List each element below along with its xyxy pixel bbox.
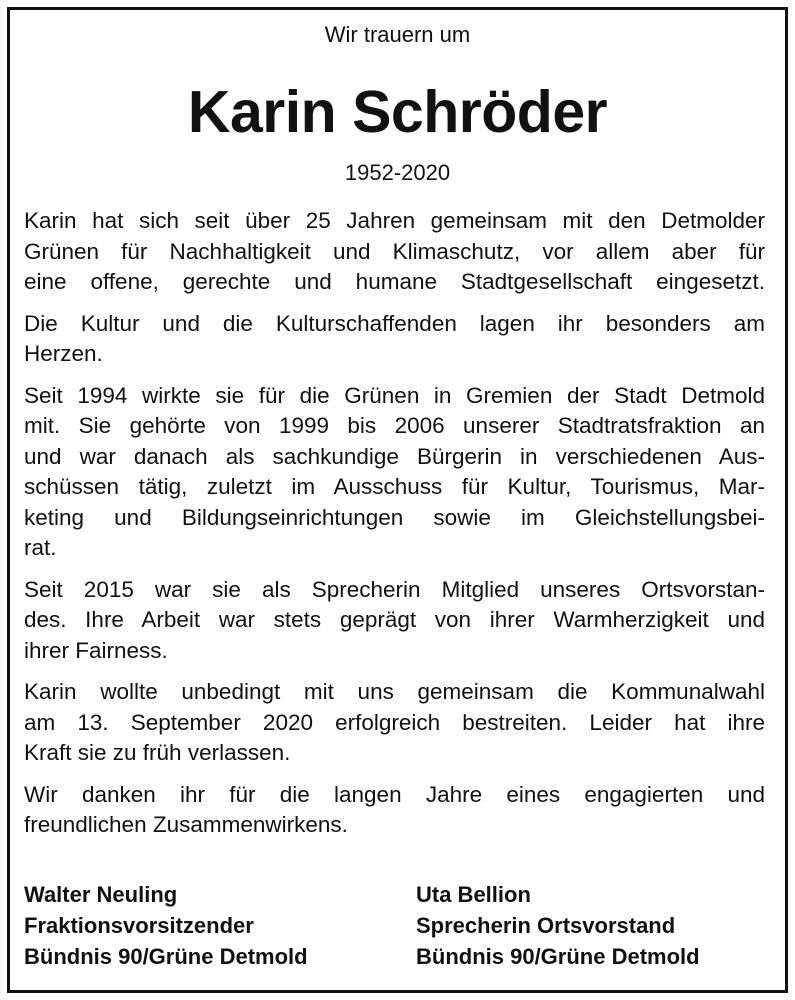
- text-line: am 13. September 2020 erfolgreich bestreiten. Leider hat ihre: [24, 709, 765, 735]
- paragraph: [24, 309, 765, 370]
- text-line: ihrer Fairness.: [24, 637, 168, 663]
- text-line: Herzen.: [24, 341, 103, 366]
- signatory-organization: Bündnis 90/Grüne Detmold: [24, 944, 308, 969]
- signatory-name: Uta Bellion: [416, 882, 531, 907]
- text-line: Seit 1994 wirkte sie für die Grünen in Gremien der Stadt Detmold: [24, 382, 765, 408]
- text-line: Kraft sie zu früh verlassen.: [24, 740, 291, 765]
- text-line: Karin wollte unbedingt mit uns gemeinsam die Kommunalwahl: [24, 679, 765, 704]
- obituary-text: [24, 206, 765, 852]
- paragraph: [24, 381, 765, 564]
- text-line: Wir danken ihr für die langen Jahre eines engagierten und: [24, 781, 765, 807]
- paragraph: [24, 206, 765, 298]
- signatory-role: Fraktionsvorsitzender: [24, 913, 254, 938]
- life-years: 1952-2020: [344, 160, 451, 185]
- text-line: des. Ihre Arbeit war stets geprägt von ihrer Warmherzigkeit und: [24, 607, 765, 632]
- paragraph: [24, 780, 765, 841]
- text-line: eine offene, gerechte und humane Stadtgesellschaft eingesetzt.: [24, 269, 765, 294]
- text-line: Grünen für Nachhaltigkeit und Klimaschutz, vor allem aber für: [24, 238, 765, 264]
- text-line: freundlichen Zusammenwirkens.: [24, 812, 348, 837]
- signatory-name: Walter Neuling: [24, 882, 178, 907]
- text-line: und war danach als sachkundige Bürgerin in verschiedenen Aus-: [24, 443, 765, 469]
- intro-line: Wir trauern um: [324, 22, 471, 47]
- signature-block: [24, 879, 308, 972]
- text-line: Seit 2015 war sie als Sprecherin Mitglied unseres Ortsvorstan-: [24, 576, 765, 602]
- signatory-role: Sprecherin Ortsvorstand: [416, 913, 676, 938]
- text-line: mit. Sie gehörte von 1999 bis 2006 unserer Stadtratsfraktion an: [24, 413, 765, 438]
- text-line: Karin hat sich seit über 25 Jahren gemeinsam mit den Detmolder: [24, 208, 765, 233]
- deceased-name: Karin Schröder: [187, 79, 608, 145]
- paragraph: [24, 575, 765, 667]
- signatures: [24, 879, 765, 979]
- text-line: keting und Bildungseinrichtungen sowie im Gleichstellungsbei-: [24, 504, 765, 530]
- text-line: Die Kultur und die Kulturschaffenden lagen ihr besonders am: [24, 310, 765, 336]
- text-line: rat.: [24, 535, 57, 560]
- paragraph: [24, 677, 765, 769]
- signatory-organization: Bündnis 90/Grüne Detmold: [416, 944, 700, 969]
- text-line: schüssen tätig, zuletzt im Ausschuss für Kultur, Tourismus, Mar-: [24, 474, 765, 499]
- signature-block: [416, 879, 700, 972]
